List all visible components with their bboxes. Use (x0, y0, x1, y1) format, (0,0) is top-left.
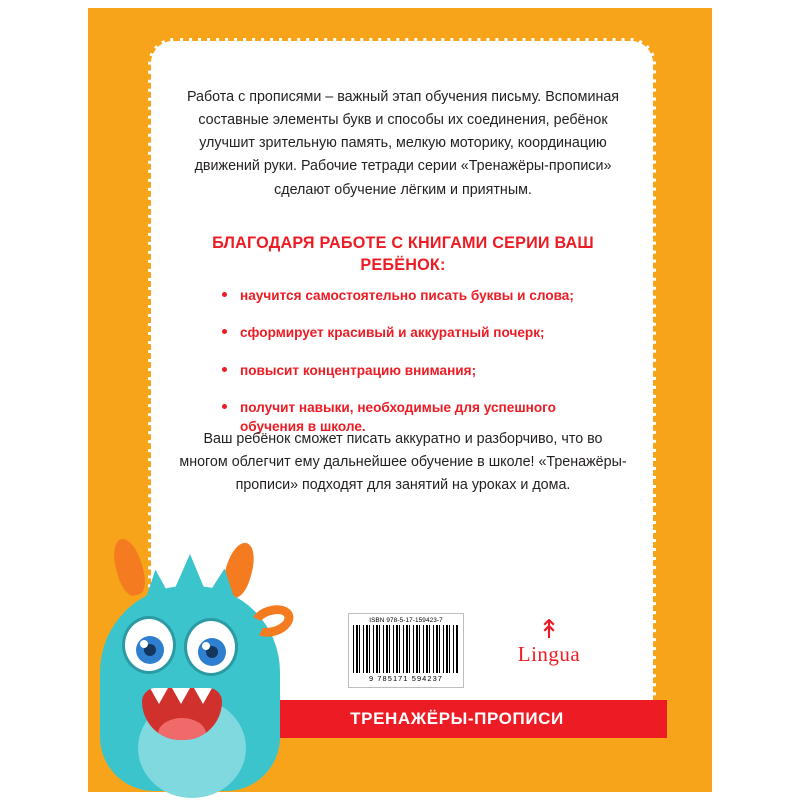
monster-illustration (78, 520, 298, 790)
monster-horn-left-icon (109, 536, 150, 599)
bullet-dot-icon (222, 329, 227, 334)
bullet-dot-icon (222, 367, 227, 372)
monster-hair-tuft (142, 554, 238, 610)
list-item-label: повысит концентрацию внимания; (240, 362, 477, 378)
ean-digits: 9 785171 594237 (368, 674, 444, 683)
monster-tooth (172, 688, 190, 704)
barcode-bars-icon (353, 625, 459, 673)
logo-mark-icon: ↟ (538, 615, 560, 644)
series-banner: ТРЕНАЖЁРЫ-ПРОПИСИ (247, 700, 667, 738)
bullet-dot-icon (222, 292, 227, 297)
list-item (214, 323, 614, 342)
benefits-heading: БЛАГОДАРЯ РАБОТЕ С КНИГАМИ СЕРИИ ВАШ РЕБЁНОК: (212, 234, 594, 275)
list-item (214, 286, 614, 305)
publisher-logo (494, 615, 604, 667)
monster-tongue (158, 718, 206, 740)
isbn-label: ISBN 978-5-17-159423-7 (369, 617, 443, 624)
list-item-label: научится самостоятельно писать буквы и слова; (240, 288, 574, 303)
list-item-label: получит навыки, необходимые для успешного обучения в школе. (240, 399, 556, 435)
barcode (348, 613, 464, 688)
monster-eye-gleam-left (140, 640, 148, 648)
intro-paragraph: Работа с прописями – важный этап обучения письму. Вспоминая составные элементы букв и способы их соединения, ребёнок улучшит зрительную память, мелкую моторику, координацию движений руки. Рабочие тетради серии «Тренажёры-прописи» сделают обучение лёгким и приятным. (186, 89, 620, 198)
list-item (214, 361, 614, 380)
bullet-dot-icon (222, 404, 227, 409)
monster-eye-gleam-right (202, 642, 210, 650)
monster-tooth (150, 688, 168, 704)
list-item-label: сформирует красивый и аккуратный почерк; (240, 325, 545, 341)
outro-paragraph: Ваш ребёнок сможет писать аккуратно и разборчиво, что во многом облегчит ему дальнейшее обучение в школе! «Тренажёры-прописи» подходят для занятий на уроках и дома. (179, 431, 627, 494)
publisher-name: Lingua (517, 642, 581, 666)
monster-tooth (194, 688, 212, 704)
